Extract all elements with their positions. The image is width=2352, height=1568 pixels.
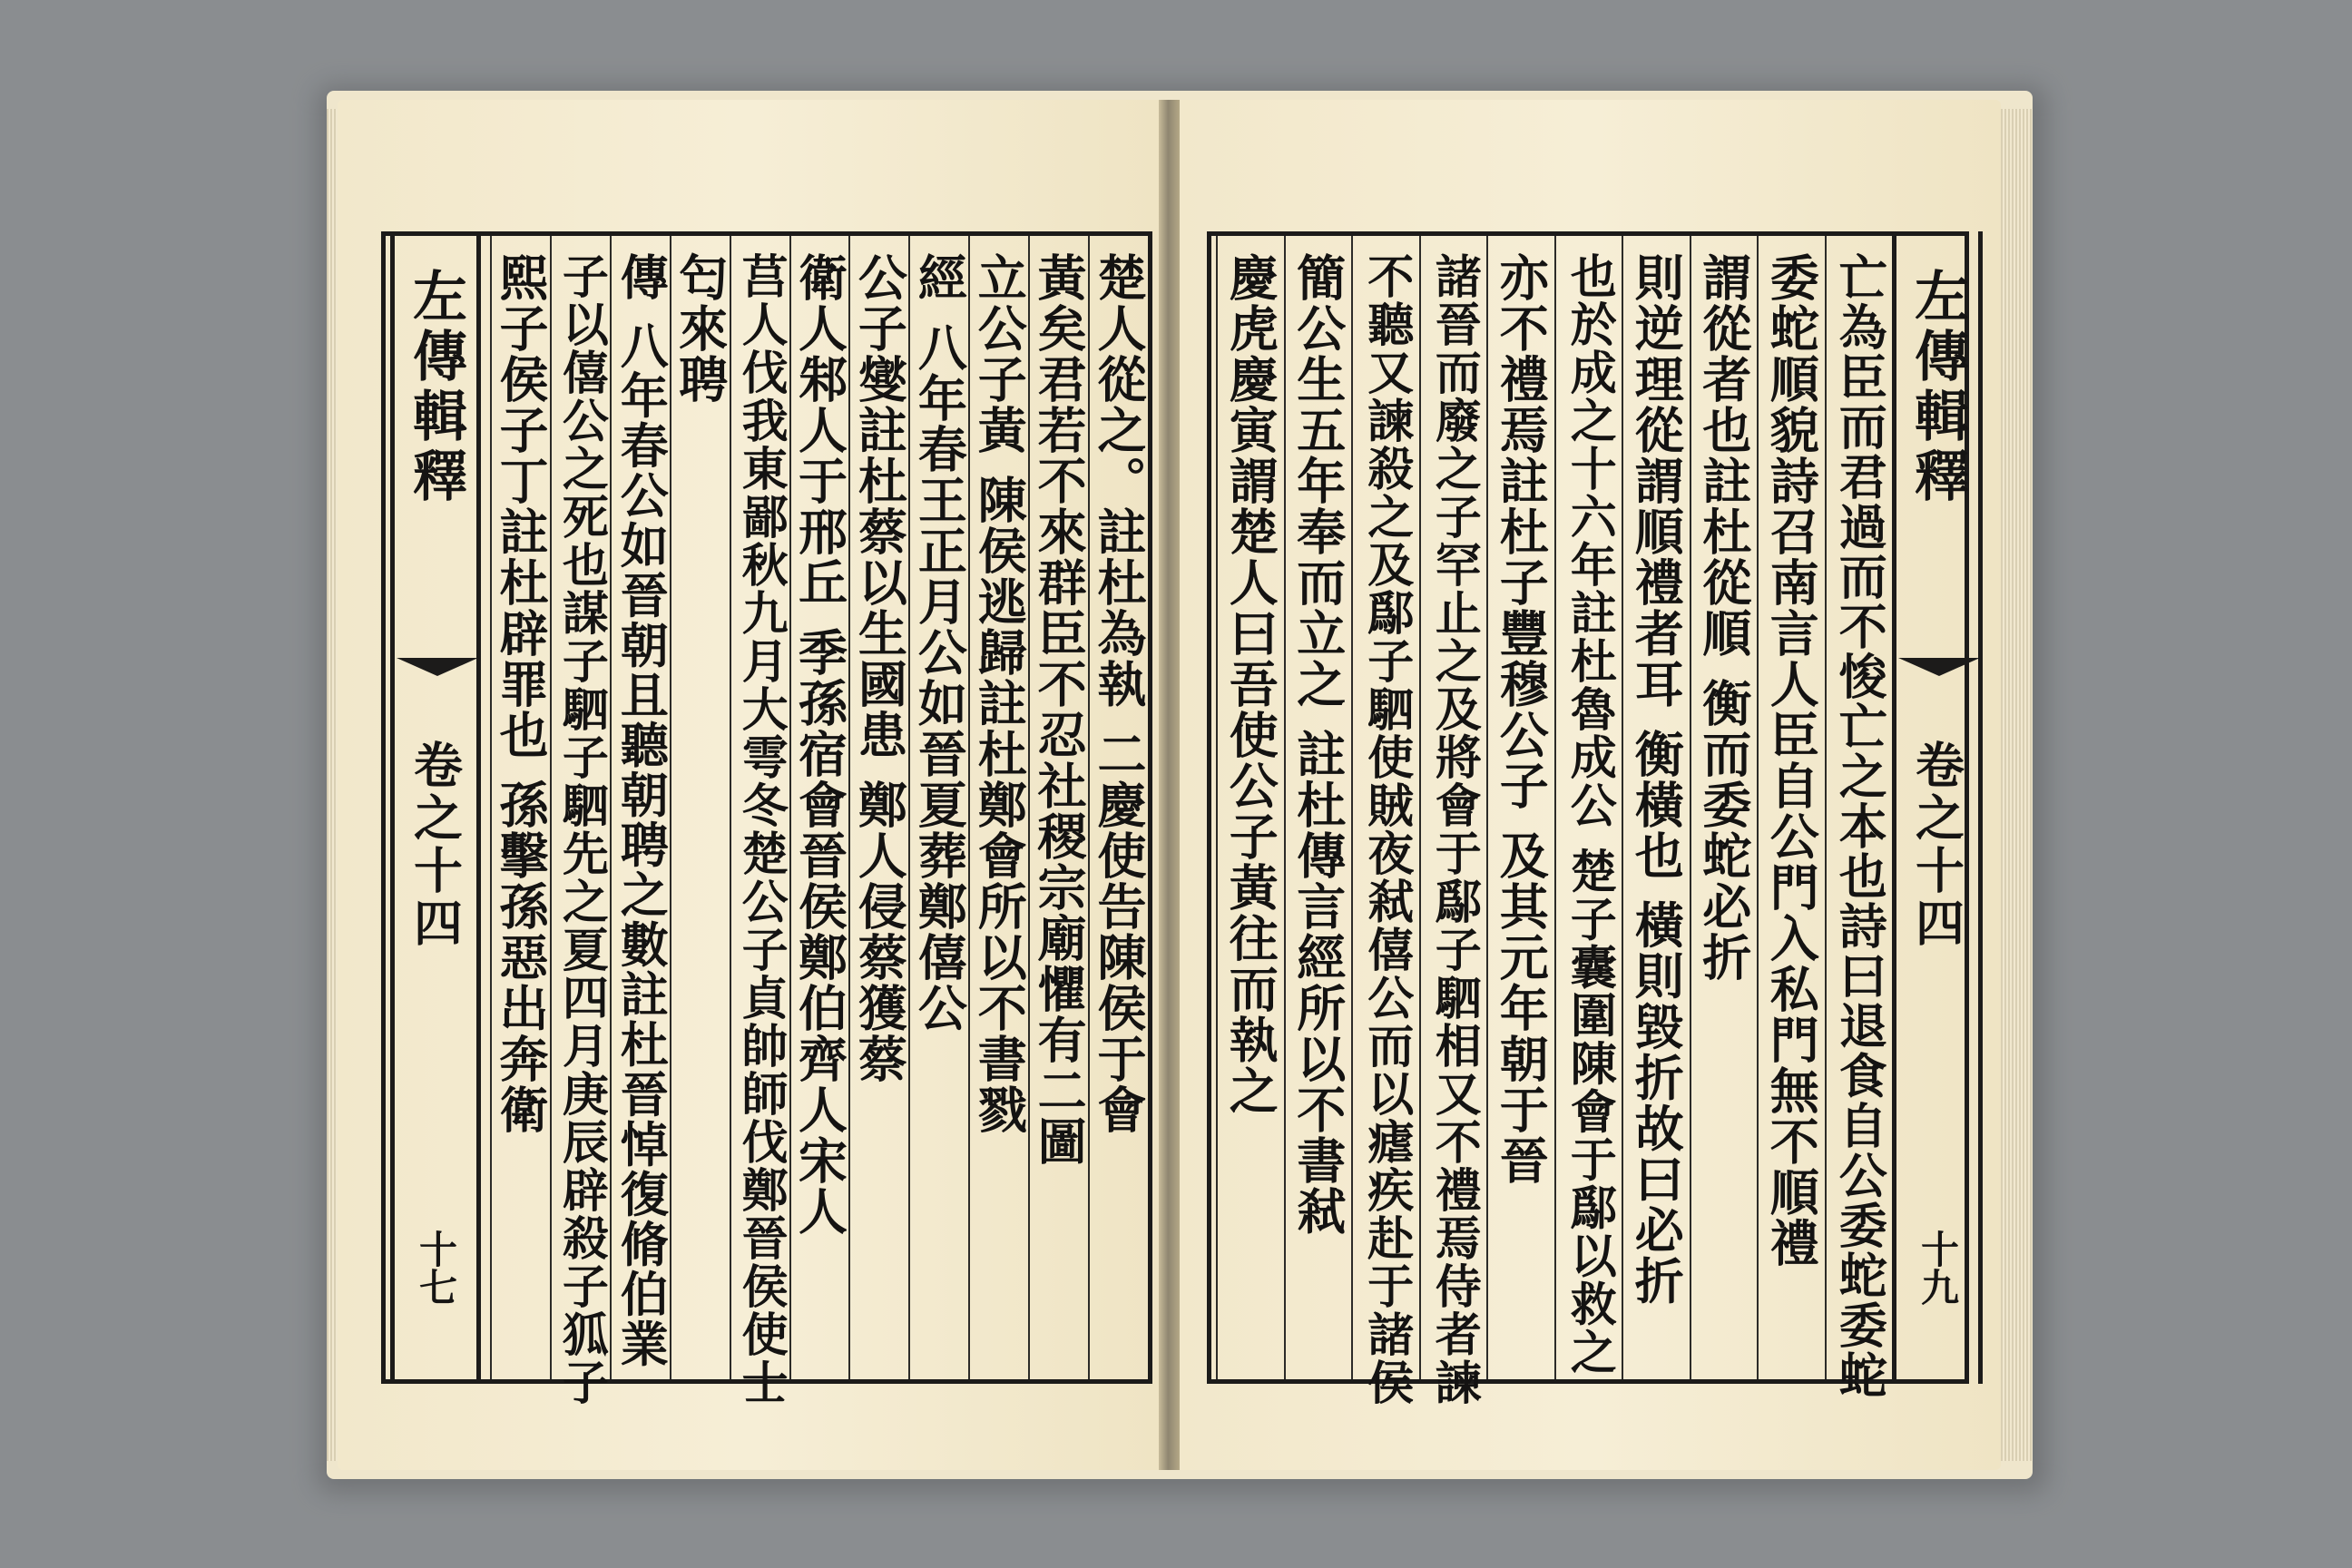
text-column bbox=[610, 236, 670, 1379]
text-column bbox=[789, 236, 849, 1379]
column-text: 莒人伐我東鄙秋九月大雩冬楚公子貞帥師伐鄭晉侯使士 bbox=[733, 252, 789, 1406]
text-column bbox=[908, 236, 968, 1379]
column-text: 也於成之十六年註杜魯成公 楚子囊圍陳會于鄬以救之 bbox=[1562, 252, 1617, 1377]
column-text: 亡為臣而君過而不悛亡之本也詩曰退食自公委蛇委蛇 bbox=[1831, 252, 1888, 1400]
text-column bbox=[1486, 236, 1554, 1379]
right-page-spine bbox=[1892, 231, 1983, 1384]
column-text: 子以僖公之死也謀子駟子駟先之夏四月庚辰辟殺子狐子 bbox=[554, 252, 609, 1406]
column-text: 簡公生五年奉而立之 註杜傳言經所以不書弒 bbox=[1289, 252, 1348, 1237]
column-text: 楚人從之。註杜為執 二慶使告陳侯于會 bbox=[1090, 252, 1149, 1135]
column-text: 諸晉而廢之子罕止之及將會于鄬子駟相又不禮焉侍者諫 bbox=[1426, 252, 1482, 1406]
text-column bbox=[968, 236, 1028, 1379]
text-column bbox=[730, 236, 789, 1406]
spine-title: 左傳輯釋 bbox=[1906, 268, 1969, 507]
text-column bbox=[1690, 236, 1758, 1379]
left-page-spine bbox=[390, 231, 481, 1384]
column-text: 則逆理從謂順禮者耳 衡橫也 橫則毀折故曰必折 bbox=[1627, 252, 1686, 1307]
text-column bbox=[1088, 236, 1148, 1379]
text-column bbox=[1825, 236, 1893, 1400]
column-text: 匄來聘 bbox=[671, 252, 730, 405]
text-column bbox=[848, 236, 908, 1379]
text-column bbox=[670, 236, 730, 1379]
page-edges-right bbox=[2001, 109, 2033, 1461]
left-text-frame bbox=[381, 231, 1152, 1406]
column-text: 衛人邾人于邢丘 季孫宿會晉侯鄭伯齊人宋人 bbox=[790, 252, 849, 1237]
column-text: 亦不禮焉註杜子豐穆公子 及其元年朝于晉 bbox=[1492, 252, 1551, 1186]
column-text: 慶虎慶寅謂楚人曰吾使公子黃往而執之 bbox=[1221, 252, 1280, 1116]
text-column bbox=[1419, 236, 1487, 1406]
column-text: 不聽又諫殺之及鄬子駟使賊夜弒僖公而以瘧疾赴于諸侯 bbox=[1358, 252, 1414, 1406]
column-text: 公子燮註杜蔡以生國患 鄭人侵蔡獲蔡 bbox=[850, 252, 909, 1084]
right-text-frame bbox=[1207, 231, 1969, 1406]
column-text: 黃矣君若不來群臣不忍社稷宗廟懼有二圖 bbox=[1030, 252, 1089, 1167]
text-column bbox=[1622, 236, 1690, 1379]
column-text: 立公子黃 陳侯逃歸註杜鄭會所以不書戮 bbox=[970, 252, 1029, 1135]
spine-folio: 十七 bbox=[414, 1230, 458, 1306]
spine-volume: 卷之十四 bbox=[406, 740, 465, 950]
column-text: 傳 八年春公如晉朝且聽朝聘之數註杜晉悼復脩伯業 bbox=[612, 252, 670, 1369]
fishtail-mark bbox=[397, 658, 478, 676]
column-text: 委蛇順貌詩召南言人臣自公門入私門無不順禮 bbox=[1762, 252, 1821, 1269]
text-column bbox=[1554, 236, 1622, 1379]
text-column bbox=[1351, 236, 1419, 1406]
spine-title: 左傳輯釋 bbox=[404, 268, 467, 507]
text-column bbox=[490, 236, 550, 1379]
column-text: 謂從者也註杜從順 衡而委蛇必折 bbox=[1694, 252, 1753, 983]
text-column bbox=[550, 236, 610, 1406]
text-column bbox=[1216, 236, 1284, 1379]
fishtail-mark bbox=[1898, 658, 1980, 676]
book-gutter bbox=[1159, 100, 1180, 1470]
text-column bbox=[1284, 236, 1352, 1379]
spine-folio: 十九 bbox=[1916, 1230, 1960, 1306]
text-column bbox=[1757, 236, 1825, 1379]
column-text: 熙子侯子丁註杜辟罪也 孫擊孫惡出奔衛 bbox=[491, 252, 550, 1135]
column-text: 經 八年春王正月公如晉夏葬鄭僖公 bbox=[910, 252, 969, 1034]
text-column bbox=[1028, 236, 1088, 1379]
spine-volume: 卷之十四 bbox=[1907, 740, 1966, 950]
